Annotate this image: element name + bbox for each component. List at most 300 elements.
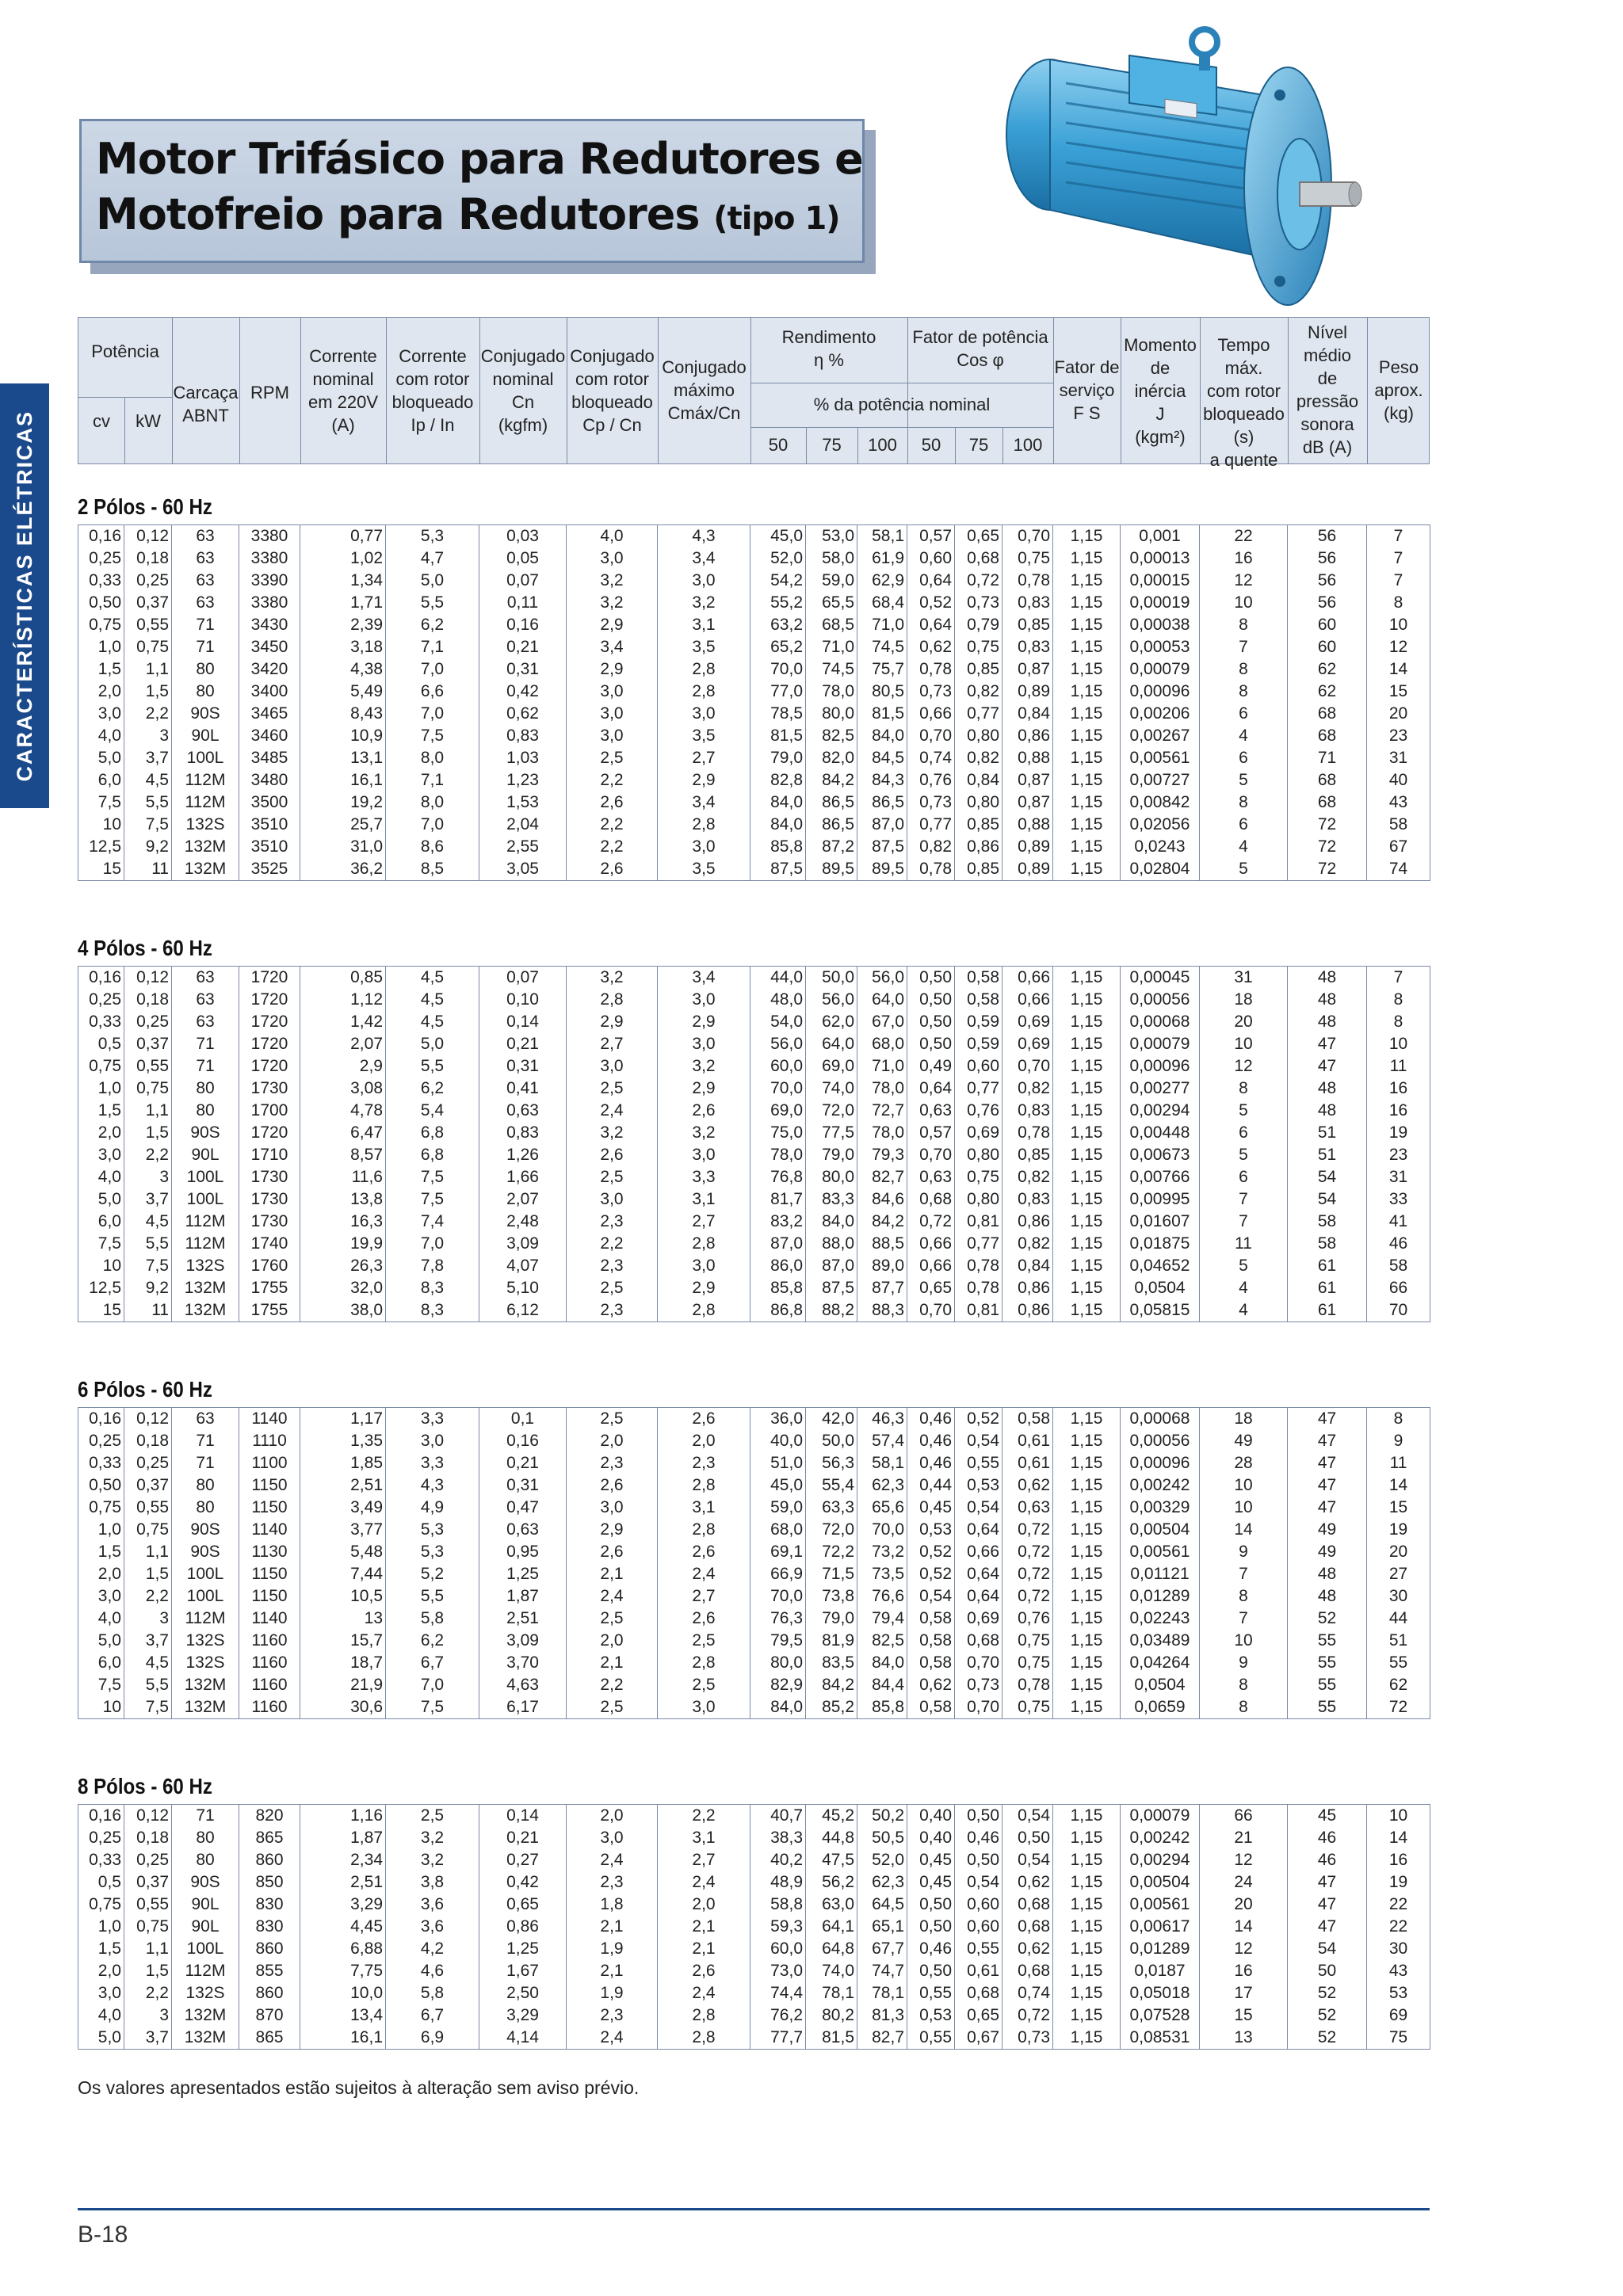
cell-nivel-db: 47 — [1288, 1430, 1367, 1452]
cell-kw: 0,25 — [124, 570, 172, 592]
cell-kw: 0,55 — [124, 1055, 172, 1077]
cell-fp-50: 0,82 — [907, 836, 955, 858]
cell-cmax-cn: 2,7 — [658, 747, 750, 769]
data-table-8-polos — [78, 1804, 1430, 2050]
cell-tempo: 8 — [1200, 791, 1288, 814]
cell-cmax-cn: 3,2 — [658, 1122, 750, 1144]
cell-ip-in: 7,0 — [386, 1233, 479, 1255]
cell-ip-in: 5,5 — [386, 1585, 479, 1608]
cell-rend-50: 66,9 — [750, 1563, 806, 1585]
cell-tempo: 16 — [1200, 547, 1288, 570]
cell-rpm: 3380 — [239, 525, 300, 548]
cell-ip-in: 3,2 — [386, 1827, 479, 1849]
cell-cn: 4,14 — [479, 2027, 567, 2050]
cell-ip-in: 3,3 — [386, 1452, 479, 1474]
cell-rend-100: 84,2 — [857, 1211, 907, 1233]
cell-cmax-cn: 3,0 — [658, 1033, 750, 1055]
cell-fp-75: 0,86 — [955, 836, 1002, 858]
cell-fp-100: 0,76 — [1002, 1608, 1053, 1630]
cell-fp-75: 0,64 — [955, 1519, 1002, 1541]
cell-rend-75: 87,0 — [806, 1255, 857, 1277]
hdr-fs-3: F S — [1073, 403, 1101, 423]
cell-ip-in: 5,3 — [386, 525, 479, 548]
cell-nivel-db: 49 — [1288, 1541, 1367, 1563]
cell-fs: 1,15 — [1053, 1652, 1121, 1674]
cell-rend-50: 48,0 — [750, 989, 806, 1011]
hdr-carcaca-2: ABNT — [182, 406, 229, 425]
cell-rpm: 3390 — [239, 570, 300, 592]
cell-rend-100: 67,0 — [857, 1011, 907, 1033]
cell-tempo: 4 — [1200, 836, 1288, 858]
cell-cv: 15 — [78, 858, 124, 881]
cell-fp-75: 0,81 — [955, 1299, 1002, 1322]
hdr-kw: kW — [136, 411, 161, 431]
cell-cv: 0,25 — [78, 1827, 124, 1849]
cell-cp-cn: 2,6 — [567, 1474, 658, 1497]
cell-corrente-nominal: 2,07 — [300, 1033, 386, 1055]
cell-ip-in: 8,6 — [386, 836, 479, 858]
cell-fs: 1,15 — [1053, 614, 1121, 636]
cell-fp-50: 0,58 — [907, 1696, 955, 1719]
cell-carcaca: 63 — [172, 1011, 239, 1033]
cell-fs: 1,15 — [1053, 1100, 1121, 1122]
cell-cn: 6,12 — [479, 1299, 567, 1322]
cell-fp-50: 0,70 — [907, 725, 955, 747]
cell-rpm: 1720 — [239, 1033, 300, 1055]
cell-corrente-nominal: 3,08 — [300, 1077, 386, 1100]
hdr-tempo-max — [1200, 334, 1288, 471]
cell-peso: 8 — [1367, 1011, 1430, 1033]
table-row — [78, 1894, 1430, 1916]
cell-cmax-cn: 2,7 — [658, 1211, 750, 1233]
cell-cp-cn: 2,9 — [567, 614, 658, 636]
cell-fp-100: 0,54 — [1002, 1849, 1053, 1871]
hdr-ns-6: dB (A) — [1302, 437, 1353, 457]
cell-cn: 1,25 — [479, 1938, 567, 1960]
cell-fp-75: 0,65 — [955, 525, 1002, 548]
cell-peso: 55 — [1367, 1652, 1430, 1674]
cell-cp-cn: 2,5 — [567, 1277, 658, 1299]
cell-tempo: 31 — [1200, 967, 1288, 990]
cell-fp-75: 0,73 — [955, 1674, 1002, 1696]
side-section-tab — [0, 383, 49, 808]
cell-fp-50: 0,70 — [907, 1144, 955, 1166]
cell-fp-50: 0,76 — [907, 769, 955, 791]
table-row — [78, 1916, 1430, 1938]
cell-inercia: 0,00038 — [1121, 614, 1200, 636]
cell-rpm: 1740 — [239, 1233, 300, 1255]
cell-carcaca: 80 — [172, 1474, 239, 1497]
cell-fp-50: 0,62 — [907, 1674, 955, 1696]
hdr-mi-3: inércia — [1134, 381, 1186, 401]
cell-inercia: 0,00045 — [1121, 967, 1200, 990]
cell-cn: 0,16 — [479, 1430, 567, 1452]
cell-peso: 58 — [1367, 814, 1430, 836]
cell-rpm: 1730 — [239, 1188, 300, 1211]
cell-rend-50: 86,8 — [750, 1299, 806, 1322]
cell-carcaca: 132S — [172, 1255, 239, 1277]
cell-fp-75: 0,72 — [955, 570, 1002, 592]
table-row — [78, 1630, 1430, 1652]
cell-rpm: 1720 — [239, 967, 300, 990]
cell-cp-cn: 2,2 — [567, 1233, 658, 1255]
hdr-mi-5: (kgm²) — [1135, 427, 1186, 447]
cell-inercia: 0,04264 — [1121, 1652, 1200, 1674]
cell-rend-100: 79,3 — [857, 1144, 907, 1166]
cell-kw: 0,25 — [124, 1452, 172, 1474]
cell-corrente-nominal: 19,9 — [300, 1233, 386, 1255]
table-row — [78, 1563, 1430, 1585]
cell-rpm: 1160 — [239, 1630, 300, 1652]
cell-nivel-db: 60 — [1288, 636, 1367, 658]
cell-cv: 7,5 — [78, 791, 124, 814]
cell-rpm: 1730 — [239, 1077, 300, 1100]
cell-carcaca: 80 — [172, 1849, 239, 1871]
cell-corrente-nominal: 38,0 — [300, 1299, 386, 1322]
cell-fp-100: 0,62 — [1002, 1474, 1053, 1497]
cell-fs: 1,15 — [1053, 1938, 1121, 1960]
cell-rend-50: 70,0 — [750, 658, 806, 681]
cell-cmax-cn: 3,0 — [658, 1696, 750, 1719]
cell-kw: 1,5 — [124, 1563, 172, 1585]
cell-rend-100: 84,4 — [857, 1674, 907, 1696]
cell-inercia: 0,00056 — [1121, 989, 1200, 1011]
cell-cmax-cn: 4,3 — [658, 525, 750, 548]
cell-carcaca: 90L — [172, 1144, 239, 1166]
hdr-load-75: 75 — [822, 435, 842, 455]
cell-fs: 1,15 — [1053, 1827, 1121, 1849]
cell-cmax-cn: 2,6 — [658, 1408, 750, 1431]
cell-cv: 0,75 — [78, 1055, 124, 1077]
hdr-fp-2: Cos φ — [957, 350, 1004, 370]
cell-rpm: 830 — [239, 1894, 300, 1916]
cell-peso: 43 — [1367, 1960, 1430, 1982]
cell-kw: 0,75 — [124, 1916, 172, 1938]
cell-tempo: 7 — [1200, 1563, 1288, 1585]
cell-cv: 5,0 — [78, 1630, 124, 1652]
cell-nivel-db: 62 — [1288, 658, 1367, 681]
cell-cmax-cn: 2,9 — [658, 1077, 750, 1100]
cell-rend-75: 78,1 — [806, 1982, 857, 2004]
cell-rend-50: 40,7 — [750, 1805, 806, 1828]
cell-tempo: 8 — [1200, 1585, 1288, 1608]
hdr-ns-1: Nível — [1307, 322, 1348, 342]
cell-cmax-cn: 2,9 — [658, 1277, 750, 1299]
cell-cmax-cn: 2,8 — [658, 814, 750, 836]
cell-rend-100: 65,1 — [857, 1916, 907, 1938]
cell-fp-100: 0,72 — [1002, 2004, 1053, 2027]
cell-cv: 0,33 — [78, 1849, 124, 1871]
cell-inercia: 0,00617 — [1121, 1916, 1200, 1938]
cell-fp-75: 0,46 — [955, 1827, 1002, 1849]
cell-rpm: 860 — [239, 1849, 300, 1871]
cell-ip-in: 3,6 — [386, 1894, 479, 1916]
cell-fs: 1,15 — [1053, 1916, 1121, 1938]
cell-rpm: 855 — [239, 1960, 300, 1982]
cell-rpm: 1755 — [239, 1299, 300, 1322]
cell-inercia: 0,00267 — [1121, 725, 1200, 747]
cell-rend-50: 56,0 — [750, 1033, 806, 1055]
cell-nivel-db: 60 — [1288, 614, 1367, 636]
cell-peso: 10 — [1367, 1033, 1430, 1055]
cell-fs: 1,15 — [1053, 1452, 1121, 1474]
cell-cn: 1,53 — [479, 791, 567, 814]
cell-fp-100: 0,82 — [1002, 1077, 1053, 1100]
cell-inercia: 0,00561 — [1121, 1541, 1200, 1563]
cell-tempo: 49 — [1200, 1430, 1288, 1452]
cell-rend-75: 79,0 — [806, 1608, 857, 1630]
section-title-4-polos: 4 Pólos - 60 Hz — [78, 936, 212, 960]
cell-ip-in: 4,7 — [386, 547, 479, 570]
cell-kw: 0,37 — [124, 1033, 172, 1055]
cell-fs: 1,15 — [1053, 1211, 1121, 1233]
cell-ip-in: 3,8 — [386, 1871, 479, 1894]
cell-fp-100: 0,70 — [1002, 1055, 1053, 1077]
cell-fp-100: 0,84 — [1002, 703, 1053, 725]
cell-corrente-nominal: 4,38 — [300, 658, 386, 681]
cell-rend-100: 86,5 — [857, 791, 907, 814]
cell-cv: 0,16 — [78, 967, 124, 990]
cell-inercia: 0,00096 — [1121, 1452, 1200, 1474]
cell-peso: 8 — [1367, 592, 1430, 614]
cell-rend-75: 58,0 — [806, 547, 857, 570]
cell-tempo: 5 — [1200, 1255, 1288, 1277]
cell-cmax-cn: 2,5 — [658, 1630, 750, 1652]
cell-rend-75: 83,3 — [806, 1188, 857, 1211]
cell-corrente-nominal: 3,49 — [300, 1497, 386, 1519]
cell-fp-50: 0,50 — [907, 989, 955, 1011]
cell-rend-50: 51,0 — [750, 1452, 806, 1474]
cell-fp-100: 0,86 — [1002, 1299, 1053, 1322]
cell-nivel-db: 48 — [1288, 1563, 1367, 1585]
cell-corrente-nominal: 8,43 — [300, 703, 386, 725]
cell-cmax-cn: 2,7 — [658, 1585, 750, 1608]
cell-rend-50: 68,0 — [750, 1519, 806, 1541]
cell-rpm: 1140 — [239, 1408, 300, 1431]
cell-carcaca: 90L — [172, 1894, 239, 1916]
cell-rend-50: 75,0 — [750, 1122, 806, 1144]
cell-fp-50: 0,52 — [907, 1563, 955, 1585]
hdr-fator-servico — [1053, 356, 1121, 425]
cell-cp-cn: 3,4 — [567, 636, 658, 658]
hdr-conj-rotor — [567, 345, 658, 437]
cell-fp-100: 0,69 — [1002, 1011, 1053, 1033]
cell-cv: 0,33 — [78, 570, 124, 592]
cell-peso: 7 — [1367, 967, 1430, 990]
cell-rend-75: 88,2 — [806, 1299, 857, 1322]
cell-rend-50: 54,2 — [750, 570, 806, 592]
cell-ip-in: 7,0 — [386, 703, 479, 725]
cell-nivel-db: 47 — [1288, 1871, 1367, 1894]
cell-fs: 1,15 — [1053, 592, 1121, 614]
cell-kw: 5,5 — [124, 1674, 172, 1696]
cell-fp-50: 0,58 — [907, 1608, 955, 1630]
cell-tempo: 21 — [1200, 1827, 1288, 1849]
cell-fs: 1,15 — [1053, 2027, 1121, 2050]
cell-rpm: 1730 — [239, 1166, 300, 1188]
cell-rend-100: 58,1 — [857, 1452, 907, 1474]
table-row — [78, 1299, 1430, 1322]
cell-kw: 4,5 — [124, 1211, 172, 1233]
cell-rend-75: 50,0 — [806, 1430, 857, 1452]
cell-nivel-db: 48 — [1288, 1100, 1367, 1122]
cell-inercia: 0,00242 — [1121, 1827, 1200, 1849]
cell-cv: 2,0 — [78, 681, 124, 703]
cell-cv: 0,75 — [78, 1497, 124, 1519]
cell-corrente-nominal: 30,6 — [300, 1696, 386, 1719]
cell-fs: 1,15 — [1053, 1982, 1121, 2004]
cell-rend-50: 82,8 — [750, 769, 806, 791]
cell-rpm: 3460 — [239, 725, 300, 747]
cell-fs: 1,15 — [1053, 1011, 1121, 1033]
cell-cn: 0,86 — [479, 1916, 567, 1938]
cell-corrente-nominal: 10,0 — [300, 1982, 386, 2004]
cell-fs: 1,15 — [1053, 681, 1121, 703]
cell-carcaca: 132S — [172, 814, 239, 836]
cell-carcaca: 112M — [172, 1960, 239, 1982]
table-row — [78, 547, 1430, 570]
cell-rend-50: 84,0 — [750, 814, 806, 836]
cell-peso: 67 — [1367, 836, 1430, 858]
cell-carcaca: 132M — [172, 858, 239, 881]
column-header-block — [78, 317, 1430, 470]
cell-inercia: 0,00504 — [1121, 1519, 1200, 1541]
cell-cn: 0,10 — [479, 989, 567, 1011]
cell-tempo: 8 — [1200, 1674, 1288, 1696]
cell-cv: 0,16 — [78, 525, 124, 548]
cell-cv: 0,75 — [78, 1894, 124, 1916]
cell-kw: 1,1 — [124, 1541, 172, 1563]
hdr-tm-1: Tempo máx. — [1217, 335, 1270, 378]
cell-fp-50: 0,53 — [907, 2004, 955, 2027]
cell-fp-50: 0,50 — [907, 1033, 955, 1055]
cell-inercia: 0,00504 — [1121, 1871, 1200, 1894]
cell-kw: 2,2 — [124, 703, 172, 725]
cell-fp-75: 0,80 — [955, 1188, 1002, 1211]
cell-carcaca: 80 — [172, 1497, 239, 1519]
cell-rend-100: 78,0 — [857, 1122, 907, 1144]
cell-fs: 1,15 — [1053, 1541, 1121, 1563]
cell-ip-in: 5,8 — [386, 1608, 479, 1630]
cell-carcaca: 90S — [172, 1871, 239, 1894]
cell-rend-75: 84,2 — [806, 769, 857, 791]
cell-rend-100: 88,3 — [857, 1299, 907, 1322]
cell-fs: 1,15 — [1053, 1299, 1121, 1322]
cell-cp-cn: 3,0 — [567, 1827, 658, 1849]
hdr-load-50-fp: 50 — [921, 435, 941, 455]
cell-fp-75: 0,75 — [955, 1166, 1002, 1188]
cell-rpm: 830 — [239, 1916, 300, 1938]
cell-rend-100: 62,3 — [857, 1474, 907, 1497]
cell-rend-50: 79,5 — [750, 1630, 806, 1652]
cell-rend-100: 65,6 — [857, 1497, 907, 1519]
cell-rend-50: 59,0 — [750, 1497, 806, 1519]
table-row — [78, 614, 1430, 636]
cell-fs: 1,15 — [1053, 814, 1121, 836]
cell-rend-75: 62,0 — [806, 1011, 857, 1033]
cell-fp-50: 0,62 — [907, 636, 955, 658]
cell-rpm: 1150 — [239, 1474, 300, 1497]
cell-rend-100: 82,7 — [857, 2027, 907, 2050]
cell-cn: 1,67 — [479, 1960, 567, 1982]
cell-rend-75: 82,5 — [806, 725, 857, 747]
cell-cmax-cn: 2,8 — [658, 1233, 750, 1255]
cell-fp-100: 0,68 — [1002, 1894, 1053, 1916]
cell-ip-in: 8,0 — [386, 791, 479, 814]
cell-fp-50: 0,68 — [907, 1188, 955, 1211]
cell-rpm: 3400 — [239, 681, 300, 703]
cell-cn: 5,10 — [479, 1277, 567, 1299]
table-row — [78, 858, 1430, 881]
cell-cmax-cn: 3,1 — [658, 1188, 750, 1211]
cell-ip-in: 7,5 — [386, 725, 479, 747]
cell-tempo: 13 — [1200, 2027, 1288, 2050]
cell-cp-cn: 2,3 — [567, 1871, 658, 1894]
cell-carcaca: 63 — [172, 525, 239, 548]
cell-corrente-nominal: 1,35 — [300, 1430, 386, 1452]
cell-carcaca: 100L — [172, 1938, 239, 1960]
hdr-peso — [1367, 356, 1430, 425]
cell-tempo: 15 — [1200, 2004, 1288, 2027]
cell-nivel-db: 52 — [1288, 2004, 1367, 2027]
cell-rpm: 1720 — [239, 1122, 300, 1144]
cell-fs: 1,15 — [1053, 1960, 1121, 1982]
cell-rend-50: 84,0 — [750, 791, 806, 814]
cell-rend-50: 73,0 — [750, 1960, 806, 1982]
cell-peso: 7 — [1367, 525, 1430, 548]
cell-peso: 8 — [1367, 989, 1430, 1011]
cell-rend-75: 79,0 — [806, 1144, 857, 1166]
cell-fp-75: 0,68 — [955, 1630, 1002, 1652]
cell-rpm: 1160 — [239, 1674, 300, 1696]
cell-kw: 0,55 — [124, 1894, 172, 1916]
cell-rend-50: 38,3 — [750, 1827, 806, 1849]
cell-rend-50: 76,2 — [750, 2004, 806, 2027]
cell-nivel-db: 47 — [1288, 1408, 1367, 1431]
cell-carcaca: 132M — [172, 1277, 239, 1299]
cell-cn: 3,70 — [479, 1652, 567, 1674]
cell-tempo: 8 — [1200, 681, 1288, 703]
cell-corrente-nominal: 2,39 — [300, 614, 386, 636]
cell-carcaca: 71 — [172, 614, 239, 636]
hdr-nivel-sonoro — [1288, 321, 1367, 459]
cell-inercia: 0,00329 — [1121, 1497, 1200, 1519]
table-row — [78, 1122, 1430, 1144]
hdr-peso-1: Peso — [1378, 357, 1419, 377]
cell-ip-in: 3,6 — [386, 1916, 479, 1938]
cell-peso: 7 — [1367, 547, 1430, 570]
cell-cv: 2,0 — [78, 1122, 124, 1144]
cell-tempo: 20 — [1200, 1894, 1288, 1916]
hdr-ns-2: médio — [1304, 345, 1351, 365]
cell-cn: 2,51 — [479, 1608, 567, 1630]
cell-corrente-nominal: 1,87 — [300, 1827, 386, 1849]
cell-fp-50: 0,70 — [907, 1299, 955, 1322]
cell-cv: 4,0 — [78, 2004, 124, 2027]
cell-cmax-cn: 2,5 — [658, 1674, 750, 1696]
cell-carcaca: 90S — [172, 703, 239, 725]
cell-cn: 2,48 — [479, 1211, 567, 1233]
cell-fs: 1,15 — [1053, 1563, 1121, 1585]
cell-rend-50: 60,0 — [750, 1055, 806, 1077]
table-row — [78, 1430, 1430, 1452]
cell-cn: 0,63 — [479, 1100, 567, 1122]
cell-rend-100: 62,9 — [857, 570, 907, 592]
cell-cp-cn: 2,3 — [567, 2004, 658, 2027]
cell-fp-100: 0,88 — [1002, 814, 1053, 836]
cell-tempo: 6 — [1200, 1166, 1288, 1188]
cell-cp-cn: 2,5 — [567, 1166, 658, 1188]
